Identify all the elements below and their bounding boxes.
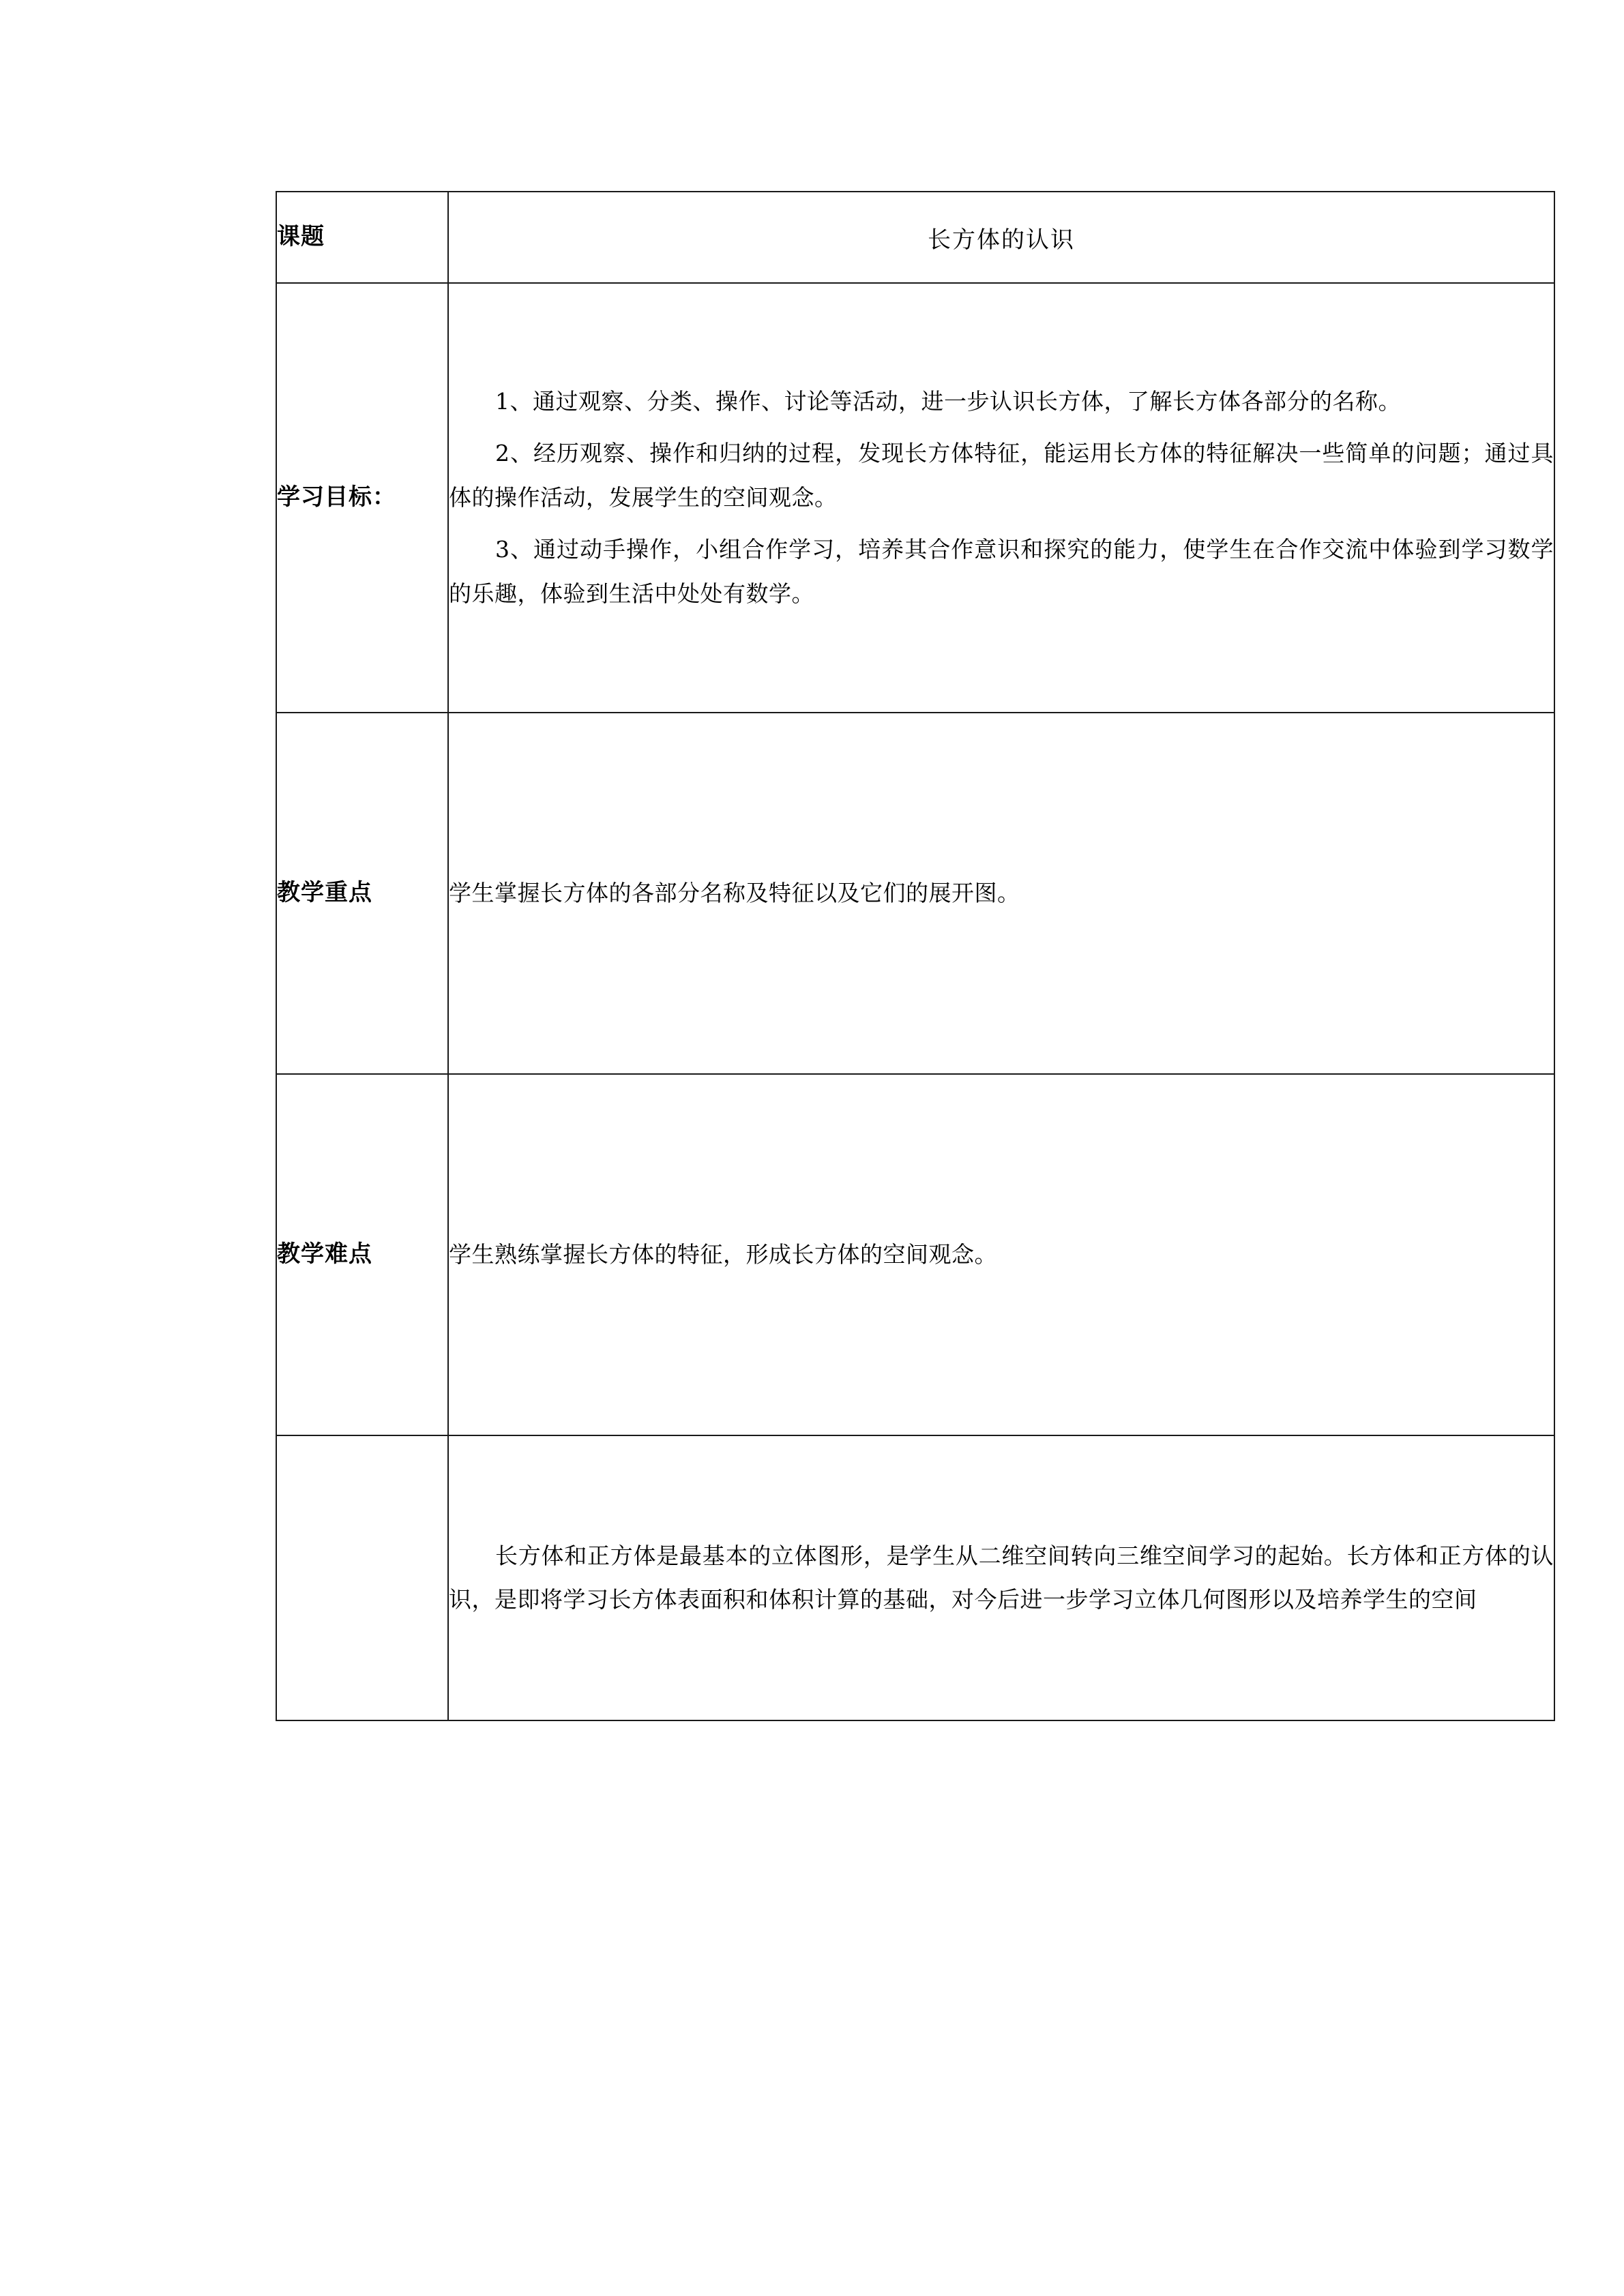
goal-paragraph-3: 3、通过动手操作，小组合作学习，培养其合作意识和探究的能力，使学生在合作交流中体验到学习数学的乐趣，体验到生活中处处有数学。 <box>449 536 1554 607</box>
teaching-difficulty-text: 学生熟练掌握长方体的特征，形成长方体的空间观念。 <box>449 1240 997 1268</box>
goal-paragraph-2: 2、经历观察、操作和归纳的过程，发现长方体特征，能运用长方体的特征解决一些简单的问题；通过具体的操作活动，发展学生的空间观念。 <box>449 440 1554 511</box>
row-label-teaching-focus: 教学重点 <box>276 713 448 1074</box>
table-row-teaching-difficulty <box>276 1074 1554 1435</box>
row-label-analysis <box>276 1435 448 1720</box>
teaching-focus-text: 学生掌握长方体的各部分名称及特征以及它们的展开图。 <box>449 879 1020 906</box>
table-row-subject <box>276 192 1554 283</box>
lesson-plan-table <box>276 191 1555 1721</box>
row-value-analysis <box>448 1435 1554 1720</box>
row-value-learning-goals <box>448 283 1554 713</box>
row-label-teaching-difficulty: 教学难点 <box>276 1074 448 1435</box>
analysis-paragraph-1: 长方体和正方体是最基本的立体图形，是学生从二维空间转向三维空间学习的起始。长方体和正方体的认识，是即将学习长方体表面积和体积计算的基础，对今后进一步学习立体几何图形以及培养学生的空间 <box>449 1542 1554 1613</box>
row-value-teaching-focus <box>448 713 1554 1074</box>
table-row-teaching-focus <box>276 713 1554 1074</box>
row-value-subject: 长方体的认识 <box>448 192 1554 283</box>
goal-paragraph-1: 1、通过观察、分类、操作、讨论等活动，进一步认识长方体，了解长方体各部分的名称。 <box>495 388 1401 415</box>
row-label-subject: 课题 <box>276 192 448 283</box>
table-row-analysis <box>276 1435 1554 1720</box>
row-label-learning-goals: 学习目标： <box>276 283 448 713</box>
table-row-learning-goals <box>276 283 1554 713</box>
row-value-teaching-difficulty <box>448 1074 1554 1435</box>
